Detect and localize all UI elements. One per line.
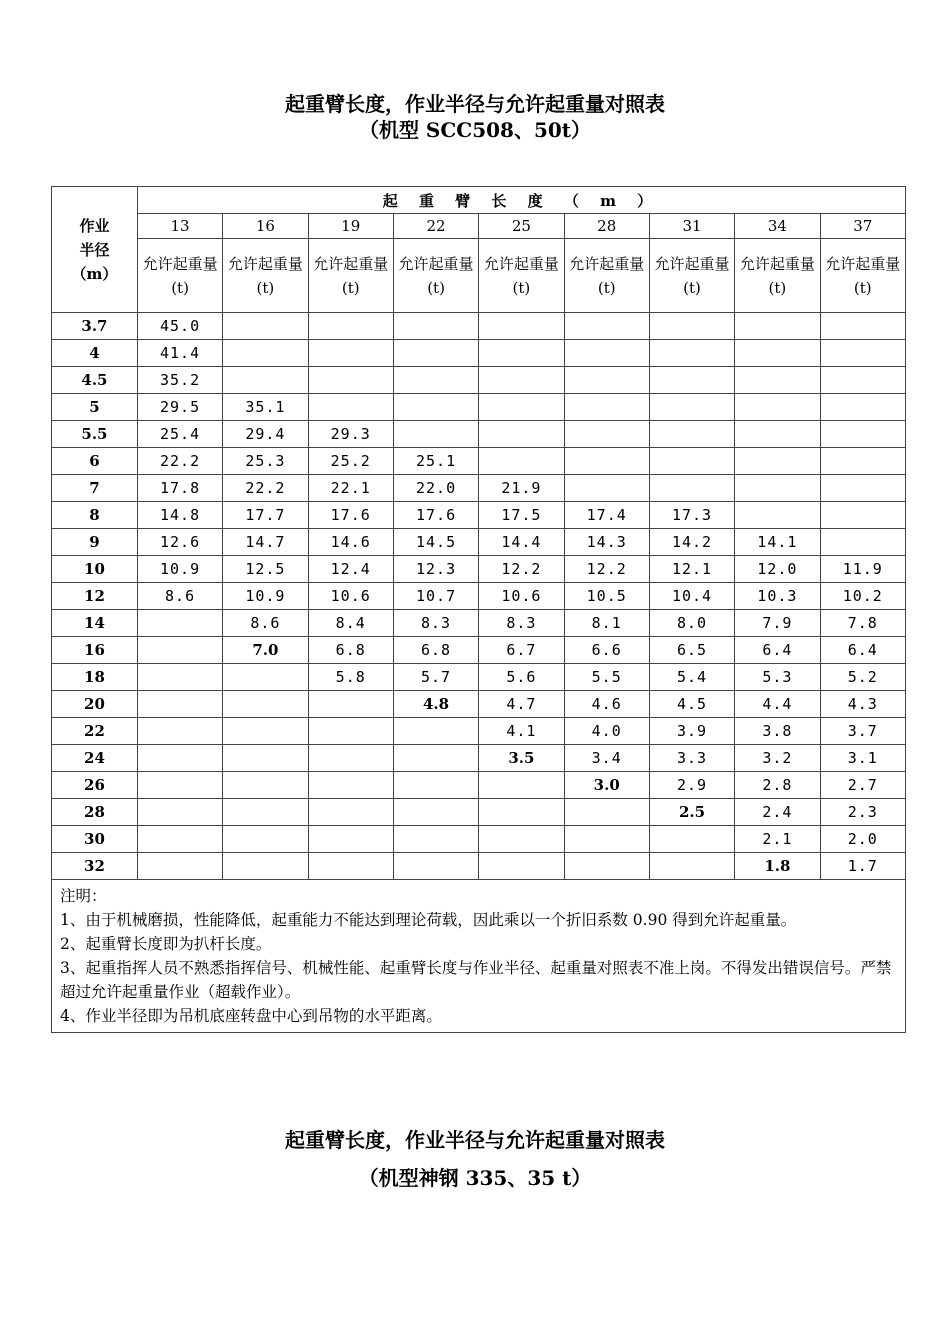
radius-cell: 6 xyxy=(52,448,138,475)
capacity-cell: 5.2 xyxy=(820,664,905,691)
capacity-cell: 12.3 xyxy=(393,556,478,583)
boom-length-cell: 25 xyxy=(479,214,564,239)
note-item: 3、起重指挥人员不熟悉指挥信号、机械性能、起重臂长度与作业半径、起重量对照表不准上岗。不得发出错误信号。严禁超过允许起重量作业（超载作业）。 xyxy=(60,959,892,1001)
boom-length-cell: 31 xyxy=(649,214,734,239)
capacity-cell xyxy=(308,340,393,367)
capacity-cell xyxy=(649,421,734,448)
capacity-cell xyxy=(735,475,820,502)
capacity-cell xyxy=(479,853,564,880)
capacity-cell: 2.8 xyxy=(735,772,820,799)
capacity-cell xyxy=(735,502,820,529)
capacity-cell xyxy=(735,313,820,340)
table-row xyxy=(52,772,906,799)
table-row xyxy=(52,421,906,448)
table-row xyxy=(52,502,906,529)
capacity-cell xyxy=(479,421,564,448)
capacity-cell: 2.9 xyxy=(649,772,734,799)
radius-cell: 14 xyxy=(52,610,138,637)
capacity-cell xyxy=(393,826,478,853)
capacity-cell xyxy=(649,394,734,421)
capacity-cell: 17.7 xyxy=(223,502,308,529)
capacity-cell xyxy=(308,799,393,826)
capacity-cell xyxy=(735,340,820,367)
capacity-cell xyxy=(308,853,393,880)
capacity-cell xyxy=(564,826,649,853)
capacity-cell xyxy=(649,475,734,502)
capacity-cell xyxy=(564,853,649,880)
capacity-cell: 8.6 xyxy=(137,583,222,610)
capacity-cell: 17.6 xyxy=(393,502,478,529)
capacity-cell: 2.4 xyxy=(735,799,820,826)
capacity-cell: 14.7 xyxy=(223,529,308,556)
capacity-cell: 17.3 xyxy=(649,502,734,529)
capacity-cell xyxy=(564,313,649,340)
capacity-cell xyxy=(223,745,308,772)
capacity-cell: 10.3 xyxy=(735,583,820,610)
capacity-cell: 8.0 xyxy=(649,610,734,637)
capacity-cell xyxy=(479,448,564,475)
capacity-cell xyxy=(564,394,649,421)
capacity-cell: 2.0 xyxy=(820,826,905,853)
capacity-cell xyxy=(649,853,734,880)
capacity-cell xyxy=(137,610,222,637)
radius-cell: 3.7 xyxy=(52,313,138,340)
capacity-cell: 7.9 xyxy=(735,610,820,637)
table-row xyxy=(52,745,906,772)
capacity-cell xyxy=(223,826,308,853)
capacity-cell xyxy=(308,691,393,718)
capacity-cell xyxy=(308,826,393,853)
capacity-cell: 17.8 xyxy=(137,475,222,502)
table-row xyxy=(52,610,906,637)
capacity-cell: 2.3 xyxy=(820,799,905,826)
capacity-cell xyxy=(820,367,905,394)
capacity-cell xyxy=(393,367,478,394)
capacity-cell xyxy=(479,313,564,340)
capacity-cell: 41.4 xyxy=(137,340,222,367)
capacity-cell xyxy=(735,394,820,421)
table-row xyxy=(52,394,906,421)
capacity-cell: 12.1 xyxy=(649,556,734,583)
capacity-cell: 29.4 xyxy=(223,421,308,448)
capacity-cell: 35.2 xyxy=(137,367,222,394)
capacity-cell: 14.1 xyxy=(735,529,820,556)
capacity-cell: 12.2 xyxy=(479,556,564,583)
page-title: 起重臂长度，作业半径与允许起重量对照表 xyxy=(285,92,665,116)
capacity-cell: 10.4 xyxy=(649,583,734,610)
capacity-cell: 5.7 xyxy=(393,664,478,691)
radius-cell: 7 xyxy=(52,475,138,502)
capacity-cell xyxy=(479,340,564,367)
capacity-cell xyxy=(137,664,222,691)
capacity-cell: 3.2 xyxy=(735,745,820,772)
capacity-cell: 1.7 xyxy=(820,853,905,880)
capacity-cell: 45.0 xyxy=(137,313,222,340)
capacity-cell xyxy=(223,340,308,367)
radius-cell: 28 xyxy=(52,799,138,826)
capacity-cell: 8.1 xyxy=(564,610,649,637)
capacity-cell: 22.0 xyxy=(393,475,478,502)
capacity-cell: 17.6 xyxy=(308,502,393,529)
capacity-cell xyxy=(137,772,222,799)
capacity-cell: 14.6 xyxy=(308,529,393,556)
capacity-cell xyxy=(649,367,734,394)
capacity-cell xyxy=(393,853,478,880)
capacity-cell: 29.3 xyxy=(308,421,393,448)
capacity-cell: 4.4 xyxy=(735,691,820,718)
capacity-cell xyxy=(820,448,905,475)
table-row xyxy=(52,448,906,475)
capacity-unit-header: 允许起重量(t) xyxy=(735,239,820,313)
capacity-cell xyxy=(564,799,649,826)
capacity-cell xyxy=(820,529,905,556)
table-row xyxy=(52,853,906,880)
notes-heading: 注明： xyxy=(60,887,107,905)
capacity-cell xyxy=(137,745,222,772)
capacity-cell: 6.7 xyxy=(479,637,564,664)
capacity-unit-header: 允许起重量(t) xyxy=(223,239,308,313)
capacity-cell xyxy=(820,340,905,367)
capacity-cell xyxy=(393,313,478,340)
capacity-cell: 7.8 xyxy=(820,610,905,637)
capacity-cell: 25.3 xyxy=(223,448,308,475)
capacity-cell: 22.1 xyxy=(308,475,393,502)
capacity-cell xyxy=(564,448,649,475)
table-row xyxy=(52,529,906,556)
capacity-cell: 4.6 xyxy=(564,691,649,718)
capacity-cell xyxy=(735,367,820,394)
capacity-cell xyxy=(479,826,564,853)
capacity-cell xyxy=(308,367,393,394)
capacity-cell: 6.8 xyxy=(393,637,478,664)
radius-cell: 22 xyxy=(52,718,138,745)
capacity-cell xyxy=(308,718,393,745)
capacity-cell xyxy=(649,340,734,367)
capacity-cell xyxy=(223,367,308,394)
capacity-cell: 6.8 xyxy=(308,637,393,664)
capacity-cell xyxy=(308,394,393,421)
radius-cell: 32 xyxy=(52,853,138,880)
capacity-cell xyxy=(393,745,478,772)
capacity-cell: 12.2 xyxy=(564,556,649,583)
capacity-cell: 14.3 xyxy=(564,529,649,556)
capacity-cell: 12.5 xyxy=(223,556,308,583)
table-row xyxy=(52,340,906,367)
capacity-cell: 25.2 xyxy=(308,448,393,475)
capacity-cell xyxy=(820,502,905,529)
capacity-cell: 4.3 xyxy=(820,691,905,718)
capacity-cell: 14.4 xyxy=(479,529,564,556)
capacity-cell xyxy=(649,826,734,853)
capacity-cell: 3.1 xyxy=(820,745,905,772)
capacity-cell xyxy=(137,826,222,853)
radius-cell: 12 xyxy=(52,583,138,610)
capacity-cell xyxy=(223,664,308,691)
radius-cell: 20 xyxy=(52,691,138,718)
capacity-cell: 4.5 xyxy=(649,691,734,718)
capacity-cell: 6.4 xyxy=(820,637,905,664)
capacity-cell: 6.4 xyxy=(735,637,820,664)
capacity-cell: 2.5 xyxy=(649,799,734,826)
capacity-cell: 10.5 xyxy=(564,583,649,610)
capacity-cell: 3.5 xyxy=(479,745,564,772)
capacity-cell xyxy=(393,772,478,799)
capacity-cell: 22.2 xyxy=(137,448,222,475)
capacity-cell: 4.0 xyxy=(564,718,649,745)
capacity-cell: 5.6 xyxy=(479,664,564,691)
capacity-cell xyxy=(479,367,564,394)
radius-cell: 4.5 xyxy=(52,367,138,394)
capacity-cell: 14.2 xyxy=(649,529,734,556)
capacity-cell xyxy=(393,421,478,448)
note-item: 4、作业半径即为吊机底座转盘中心到吊物的水平距离。 xyxy=(60,1007,442,1025)
capacity-cell: 29.5 xyxy=(137,394,222,421)
table-row xyxy=(52,313,906,340)
capacity-cell: 8.3 xyxy=(479,610,564,637)
capacity-cell: 22.2 xyxy=(223,475,308,502)
capacity-cell: 3.3 xyxy=(649,745,734,772)
capacity-cell xyxy=(137,637,222,664)
radius-cell: 4 xyxy=(52,340,138,367)
boom-length-header: 起 重 臂 长 度 （ m ） xyxy=(137,187,905,214)
capacity-cell: 3.8 xyxy=(735,718,820,745)
capacity-cell xyxy=(393,340,478,367)
capacity-cell xyxy=(479,772,564,799)
capacity-cell: 25.4 xyxy=(137,421,222,448)
radius-cell: 9 xyxy=(52,529,138,556)
second-table-subtitle: （机型神钢 335、35 t） xyxy=(358,1166,592,1190)
table-row xyxy=(52,664,906,691)
capacity-cell xyxy=(564,475,649,502)
capacity-cell: 11.9 xyxy=(820,556,905,583)
capacity-cell xyxy=(564,421,649,448)
capacity-cell xyxy=(735,421,820,448)
capacity-unit-header: 允许起重量(t) xyxy=(649,239,734,313)
capacity-cell: 6.6 xyxy=(564,637,649,664)
capacity-cell: 3.0 xyxy=(564,772,649,799)
capacity-unit-header: 允许起重量(t) xyxy=(479,239,564,313)
table-row xyxy=(52,556,906,583)
capacity-cell: 12.4 xyxy=(308,556,393,583)
radius-cell: 8 xyxy=(52,502,138,529)
capacity-cell: 5.3 xyxy=(735,664,820,691)
radius-cell: 5 xyxy=(52,394,138,421)
capacity-cell: 1.8 xyxy=(735,853,820,880)
capacity-unit-header: 允许起重量(t) xyxy=(564,239,649,313)
capacity-unit-header: 允许起重量(t) xyxy=(393,239,478,313)
table-row xyxy=(52,691,906,718)
radius-header: 作业 半径 （m） xyxy=(52,187,138,313)
capacity-cell xyxy=(393,394,478,421)
capacity-cell xyxy=(308,745,393,772)
capacity-cell xyxy=(820,421,905,448)
radius-cell: 18 xyxy=(52,664,138,691)
capacity-cell: 5.4 xyxy=(649,664,734,691)
capacity-cell: 2.1 xyxy=(735,826,820,853)
capacity-cell xyxy=(137,718,222,745)
capacity-cell xyxy=(393,718,478,745)
capacity-unit-header: 允许起重量(t) xyxy=(820,239,905,313)
capacity-cell xyxy=(137,853,222,880)
capacity-cell: 17.5 xyxy=(479,502,564,529)
radius-cell: 26 xyxy=(52,772,138,799)
boom-length-cell: 22 xyxy=(393,214,478,239)
capacity-cell xyxy=(137,691,222,718)
table-row xyxy=(52,718,906,745)
capacity-cell: 12.0 xyxy=(735,556,820,583)
boom-length-cell: 34 xyxy=(735,214,820,239)
capacity-cell xyxy=(223,718,308,745)
table-row xyxy=(52,799,906,826)
capacity-cell: 14.8 xyxy=(137,502,222,529)
capacity-cell xyxy=(223,799,308,826)
capacity-cell: 10.6 xyxy=(308,583,393,610)
capacity-cell: 21.9 xyxy=(479,475,564,502)
capacity-cell: 35.1 xyxy=(223,394,308,421)
capacity-cell: 3.7 xyxy=(820,718,905,745)
capacity-cell: 4.7 xyxy=(479,691,564,718)
boom-length-cell: 28 xyxy=(564,214,649,239)
capacity-cell: 10.9 xyxy=(137,556,222,583)
boom-length-cell: 37 xyxy=(820,214,905,239)
table-row xyxy=(52,826,906,853)
notes-section xyxy=(52,880,906,1033)
capacity-cell xyxy=(308,313,393,340)
capacity-cell: 5.5 xyxy=(564,664,649,691)
capacity-cell xyxy=(649,448,734,475)
capacity-cell: 12.6 xyxy=(137,529,222,556)
capacity-cell xyxy=(564,367,649,394)
capacity-cell: 25.1 xyxy=(393,448,478,475)
capacity-cell xyxy=(223,691,308,718)
note-item: 1、由于机械磨损，性能降低，起重能力不能达到理论荷载，因此乘以一个折旧系数 0.90 得到允许起重量。 xyxy=(60,911,797,929)
radius-cell: 16 xyxy=(52,637,138,664)
capacity-cell xyxy=(649,313,734,340)
capacity-cell xyxy=(223,853,308,880)
capacity-cell: 4.1 xyxy=(479,718,564,745)
capacity-cell: 8.6 xyxy=(223,610,308,637)
table-row xyxy=(52,367,906,394)
boom-length-cell: 13 xyxy=(137,214,222,239)
capacity-cell xyxy=(820,475,905,502)
radius-cell: 30 xyxy=(52,826,138,853)
radius-cell: 5.5 xyxy=(52,421,138,448)
capacity-unit-header: 允许起重量(t) xyxy=(308,239,393,313)
table-row xyxy=(52,637,906,664)
capacity-cell xyxy=(735,448,820,475)
capacity-cell: 6.5 xyxy=(649,637,734,664)
radius-cell: 10 xyxy=(52,556,138,583)
page-subtitle: （机型 SCC508、50t） xyxy=(358,118,592,142)
table-row xyxy=(52,475,906,502)
capacity-cell: 17.4 xyxy=(564,502,649,529)
capacity-cell: 2.7 xyxy=(820,772,905,799)
capacity-cell xyxy=(223,772,308,799)
radius-cell: 24 xyxy=(52,745,138,772)
table-row xyxy=(52,583,906,610)
capacity-cell xyxy=(393,799,478,826)
capacity-cell xyxy=(223,313,308,340)
capacity-cell: 14.5 xyxy=(393,529,478,556)
capacity-cell: 4.8 xyxy=(393,691,478,718)
capacity-cell: 8.3 xyxy=(393,610,478,637)
capacity-cell xyxy=(564,340,649,367)
capacity-cell: 8.4 xyxy=(308,610,393,637)
note-item: 2、起重臂长度即为扒杆长度。 xyxy=(60,935,272,953)
capacity-cell: 10.6 xyxy=(479,583,564,610)
capacity-cell xyxy=(308,772,393,799)
capacity-cell xyxy=(820,394,905,421)
capacity-cell: 10.2 xyxy=(820,583,905,610)
load-chart-table xyxy=(51,186,906,1033)
capacity-cell: 7.0 xyxy=(223,637,308,664)
second-table-title: 起重臂长度，作业半径与允许起重量对照表 xyxy=(285,1128,665,1152)
capacity-cell xyxy=(479,799,564,826)
capacity-cell xyxy=(479,394,564,421)
boom-length-cell: 16 xyxy=(223,214,308,239)
capacity-cell: 10.9 xyxy=(223,583,308,610)
capacity-cell: 10.7 xyxy=(393,583,478,610)
capacity-cell xyxy=(137,799,222,826)
capacity-cell: 5.8 xyxy=(308,664,393,691)
capacity-cell: 3.9 xyxy=(649,718,734,745)
boom-length-cell: 19 xyxy=(308,214,393,239)
capacity-cell xyxy=(820,313,905,340)
capacity-unit-header: 允许起重量(t) xyxy=(137,239,222,313)
capacity-cell: 3.4 xyxy=(564,745,649,772)
